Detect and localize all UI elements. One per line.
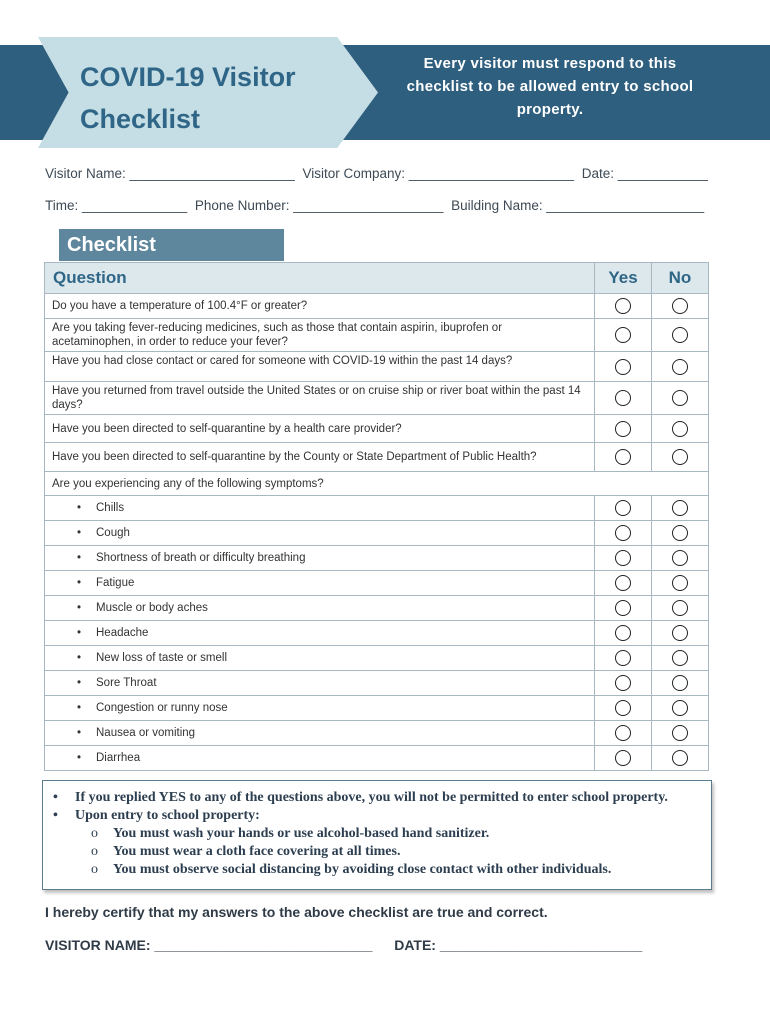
page-title: COVID-19 Visitor Checklist [80,62,296,134]
no-radio[interactable] [672,550,688,566]
yes-radio[interactable] [615,390,631,406]
yes-radio[interactable] [615,525,631,541]
no-radio[interactable] [672,298,688,314]
symptom-item: • Sore Throat [45,671,595,696]
info-row-2 [45,198,708,213]
table-row [45,671,709,696]
question-text: Are you taking fever-reducing medicines, such as those that contain aspirin, ibuprofen or acetaminophen, in order to reduce your fever? [45,319,595,352]
question-text: Have you returned from travel outside the United States or on cruise ship or river boat within the past 14 days? [45,382,595,415]
signature-row [45,937,642,953]
symptom-item: • Chills [45,496,595,521]
yes-radio[interactable] [615,575,631,591]
visitor-company-field[interactable]: Visitor Company: ______________________ [302,166,574,181]
yes-radio[interactable] [615,675,631,691]
info-row-1 [45,166,712,181]
symptom-item: • Fatigue [45,571,595,596]
no-radio[interactable] [672,625,688,641]
yes-radio[interactable] [615,298,631,314]
no-radio[interactable] [672,421,688,437]
symptom-item: • Diarrhea [45,746,595,771]
instruction-item: • If you replied YES to any of the questions above, you will not be permitted to enter school property. [53,790,668,805]
no-radio[interactable] [672,575,688,591]
table-row [45,696,709,721]
symptoms-prompt: Are you experiencing any of the following symptoms? [45,472,709,496]
instruction-sub-item: o You must observe social distancing by avoiding close contact with other individuals. [91,862,612,877]
yes-radio[interactable] [615,327,631,343]
symptom-item: • Congestion or runny nose [45,696,595,721]
question-header: Question [45,263,595,294]
date-field[interactable]: Date: ____________ [581,166,708,181]
instructions-box [42,780,712,890]
yes-header: Yes [595,263,652,294]
table-row [45,746,709,771]
symptom-item: • Muscle or body aches [45,596,595,621]
certification-statement: I hereby certify that my answers to the above checklist are true and correct. [45,904,548,920]
no-radio[interactable] [672,500,688,516]
table-row [45,621,709,646]
no-radio[interactable] [672,525,688,541]
yes-radio[interactable] [615,500,631,516]
yes-radio[interactable] [615,421,631,437]
table-row [45,496,709,521]
time-field[interactable]: Time: ______________ [45,198,188,213]
yes-radio[interactable] [615,550,631,566]
building-field[interactable]: Building Name: _____________________ [451,198,705,213]
symptom-item: • Nausea or vomiting [45,721,595,746]
no-radio[interactable] [672,390,688,406]
visitor-name-signature-field[interactable]: VISITOR NAME: ____________________________ [45,937,373,953]
yes-radio[interactable] [615,625,631,641]
no-radio[interactable] [672,700,688,716]
no-header: No [652,263,709,294]
table-row [45,294,709,319]
symptom-item: • Cough [45,521,595,546]
table-row [45,571,709,596]
yes-radio[interactable] [615,359,631,375]
no-radio[interactable] [672,359,688,375]
checklist-heading: Checklist [59,229,284,261]
question-text: Do you have a temperature of 100.4°F or greater? [45,294,595,319]
symptom-item: • New loss of taste or smell [45,646,595,671]
yes-radio[interactable] [615,725,631,741]
table-row [45,319,709,352]
instruction-sub-item: o You must wear a cloth face covering at all times. [91,844,401,859]
no-radio[interactable] [672,600,688,616]
question-text: Have you been directed to self-quarantine by the County or State Department of Public Health? [45,443,595,472]
table-row [45,415,709,443]
symptoms-prompt-row [45,472,709,496]
symptom-item: • Shortness of breath or difficulty breathing [45,546,595,571]
table-header-row [45,263,709,294]
yes-radio[interactable] [615,750,631,766]
entry-notice: Every visitor must respond to this checklist to be allowed entry to school property. [406,55,694,118]
yes-radio[interactable] [615,600,631,616]
no-radio[interactable] [672,327,688,343]
table-row [45,596,709,621]
table-row [45,521,709,546]
signature-date-field[interactable]: DATE: __________________________ [394,937,643,953]
table-row [45,646,709,671]
no-radio[interactable] [672,650,688,666]
question-text: Have you had close contact or cared for someone with COVID-19 within the past 14 days? [45,352,595,382]
checklist-table [44,262,709,771]
instruction-item: • Upon entry to school property: [53,808,260,823]
yes-radio[interactable] [615,700,631,716]
no-radio[interactable] [672,449,688,465]
table-row [45,721,709,746]
no-radio[interactable] [672,675,688,691]
symptom-item: • Headache [45,621,595,646]
instruction-sub-item: o You must wash your hands or use alcohol-based hand sanitizer. [91,826,490,841]
phone-field[interactable]: Phone Number: ____________________ [194,198,444,213]
table-row [45,382,709,415]
no-radio[interactable] [672,725,688,741]
yes-radio[interactable] [615,650,631,666]
table-row [45,352,709,382]
yes-radio[interactable] [615,449,631,465]
table-row [45,443,709,472]
table-row [45,546,709,571]
question-text: Have you been directed to self-quarantine by a health care provider? [45,415,595,443]
visitor-name-field[interactable]: Visitor Name: ______________________ [45,166,295,181]
no-radio[interactable] [672,750,688,766]
